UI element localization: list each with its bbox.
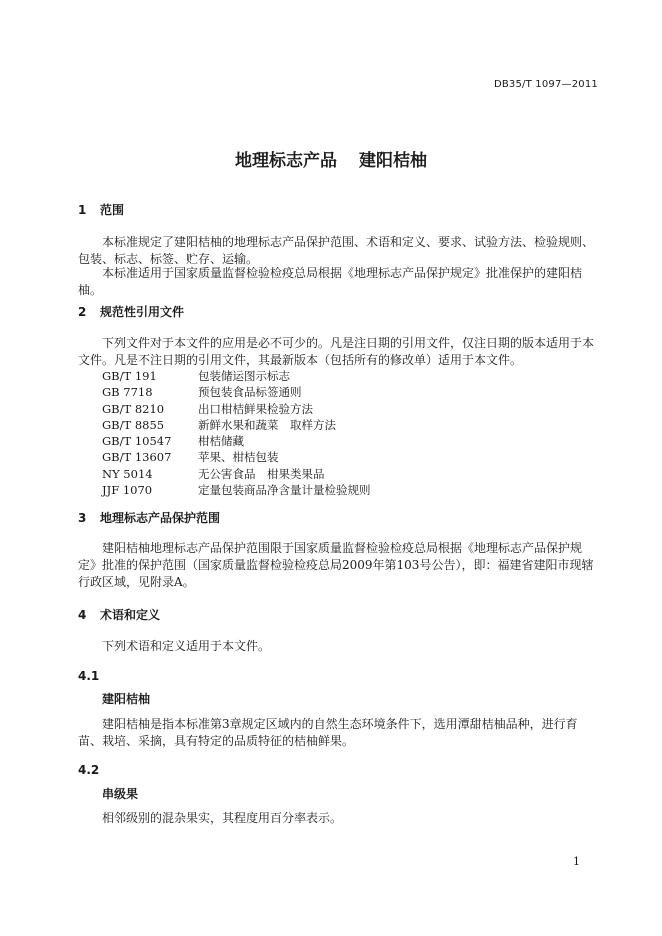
paragraph-references-intro: 下列文件对于本文件的应用是必不可少的。凡是注日期的引用文件，仅注日期的版本适用于本文件。凡是不注日期的引用文件，其最新版本（包括所有的修改单）适用于本文件。 (78, 336, 595, 367)
reference-name: 苹果、柑桔包装 (198, 450, 279, 465)
reference-row (102, 401, 371, 417)
section-heading-4 (78, 606, 160, 623)
section-number: 4 (78, 608, 87, 622)
reference-row (102, 384, 371, 400)
section-number: 3 (78, 511, 87, 525)
clause-number-4-2: 4.2 (78, 763, 100, 777)
section-heading-3 (78, 509, 220, 526)
term-definition-4-1: 建阳桔柚是指本标准第3章规定区域内的自然生态环境条件下，选用潭甜桔柚品种，进行育苗、栽培、采摘，具有特定的品质特征的桔柚鲜果。 (78, 717, 578, 748)
section-title: 范围 (100, 203, 125, 217)
reference-code: GB/T 10547 (102, 434, 172, 449)
term-jianyang-juyou: 建阳桔柚 (102, 692, 151, 706)
section-number: 1 (78, 203, 87, 217)
reference-row (102, 449, 371, 465)
reference-list (102, 368, 371, 498)
reference-name: 新鲜水果和蔬菜 取样方法 (198, 417, 336, 432)
section-title: 地理标志产品保护范围 (100, 511, 221, 525)
reference-name: 柑桔储藏 (198, 434, 244, 449)
reference-name: 无公害食品 柑果类果品 (198, 466, 325, 481)
section-title: 规范性引用文件 (100, 305, 185, 319)
section-heading-1 (78, 201, 124, 218)
reference-name: 出口柑桔鲜果检验方法 (198, 401, 313, 416)
paragraph-scope-2: 本标准适用于国家质量监督检验检疫总局根据《地理标志产品保护规定》批准保护的建阳桔柚。 (78, 266, 583, 297)
title-part-1: 地理标志产品 (235, 151, 337, 171)
paragraph-scope-1: 本标准规定了建阳桔柚的地理标志产品保护范围、术语和定义、要求、试验方法、检验规则、包装、标志、标签、贮存、运输。 (78, 235, 595, 266)
reference-name: 预包装食品标签通则 (198, 385, 302, 400)
reference-code: GB/T 13607 (102, 450, 172, 465)
reference-code: NY 5014 (102, 466, 153, 481)
reference-code: GB/T 191 (102, 369, 157, 383)
reference-code: GB/T 8210 (102, 401, 165, 416)
reference-row (102, 482, 371, 498)
reference-code: JJF 1070 (102, 483, 153, 498)
paragraph-terms-intro: 下列术语和定义适用于本文件。 (102, 639, 271, 653)
reference-row (102, 417, 371, 433)
document-title (0, 146, 662, 171)
title-part-2: 建阳桔柚 (359, 151, 427, 171)
standard-number: DB35/T 1097—2011 (493, 79, 598, 90)
reference-name: 包装储运图示标志 (198, 369, 290, 383)
reference-code: GB/T 8855 (102, 417, 165, 432)
reference-row (102, 368, 371, 384)
reference-code: GB 7718 (102, 385, 153, 400)
clause-number-4-1: 4.1 (78, 669, 100, 683)
reference-name: 定量包装商品净含量计量检验规则 (198, 483, 371, 498)
paragraph-protection-scope: 建阳桔柚地理标志产品保护范围限于国家质量监督检验检疫总局根据《地理标志产品保护规定》批准的保护范围（国家质量监督检验检疫总局2009年第103号公告），即：福建省建阳市现辖行政区域，见附录A。 (78, 541, 594, 589)
term-definition-4-2: 相邻级别的混杂果实，其程度用百分率表示。 (102, 811, 343, 825)
term-chuanjiguo: 串级果 (102, 787, 139, 801)
page-number: 1 (573, 855, 580, 868)
section-heading-2 (78, 303, 184, 320)
section-title: 术语和定义 (100, 608, 161, 622)
reference-row (102, 433, 371, 449)
reference-row (102, 466, 371, 482)
section-number: 2 (78, 305, 87, 319)
